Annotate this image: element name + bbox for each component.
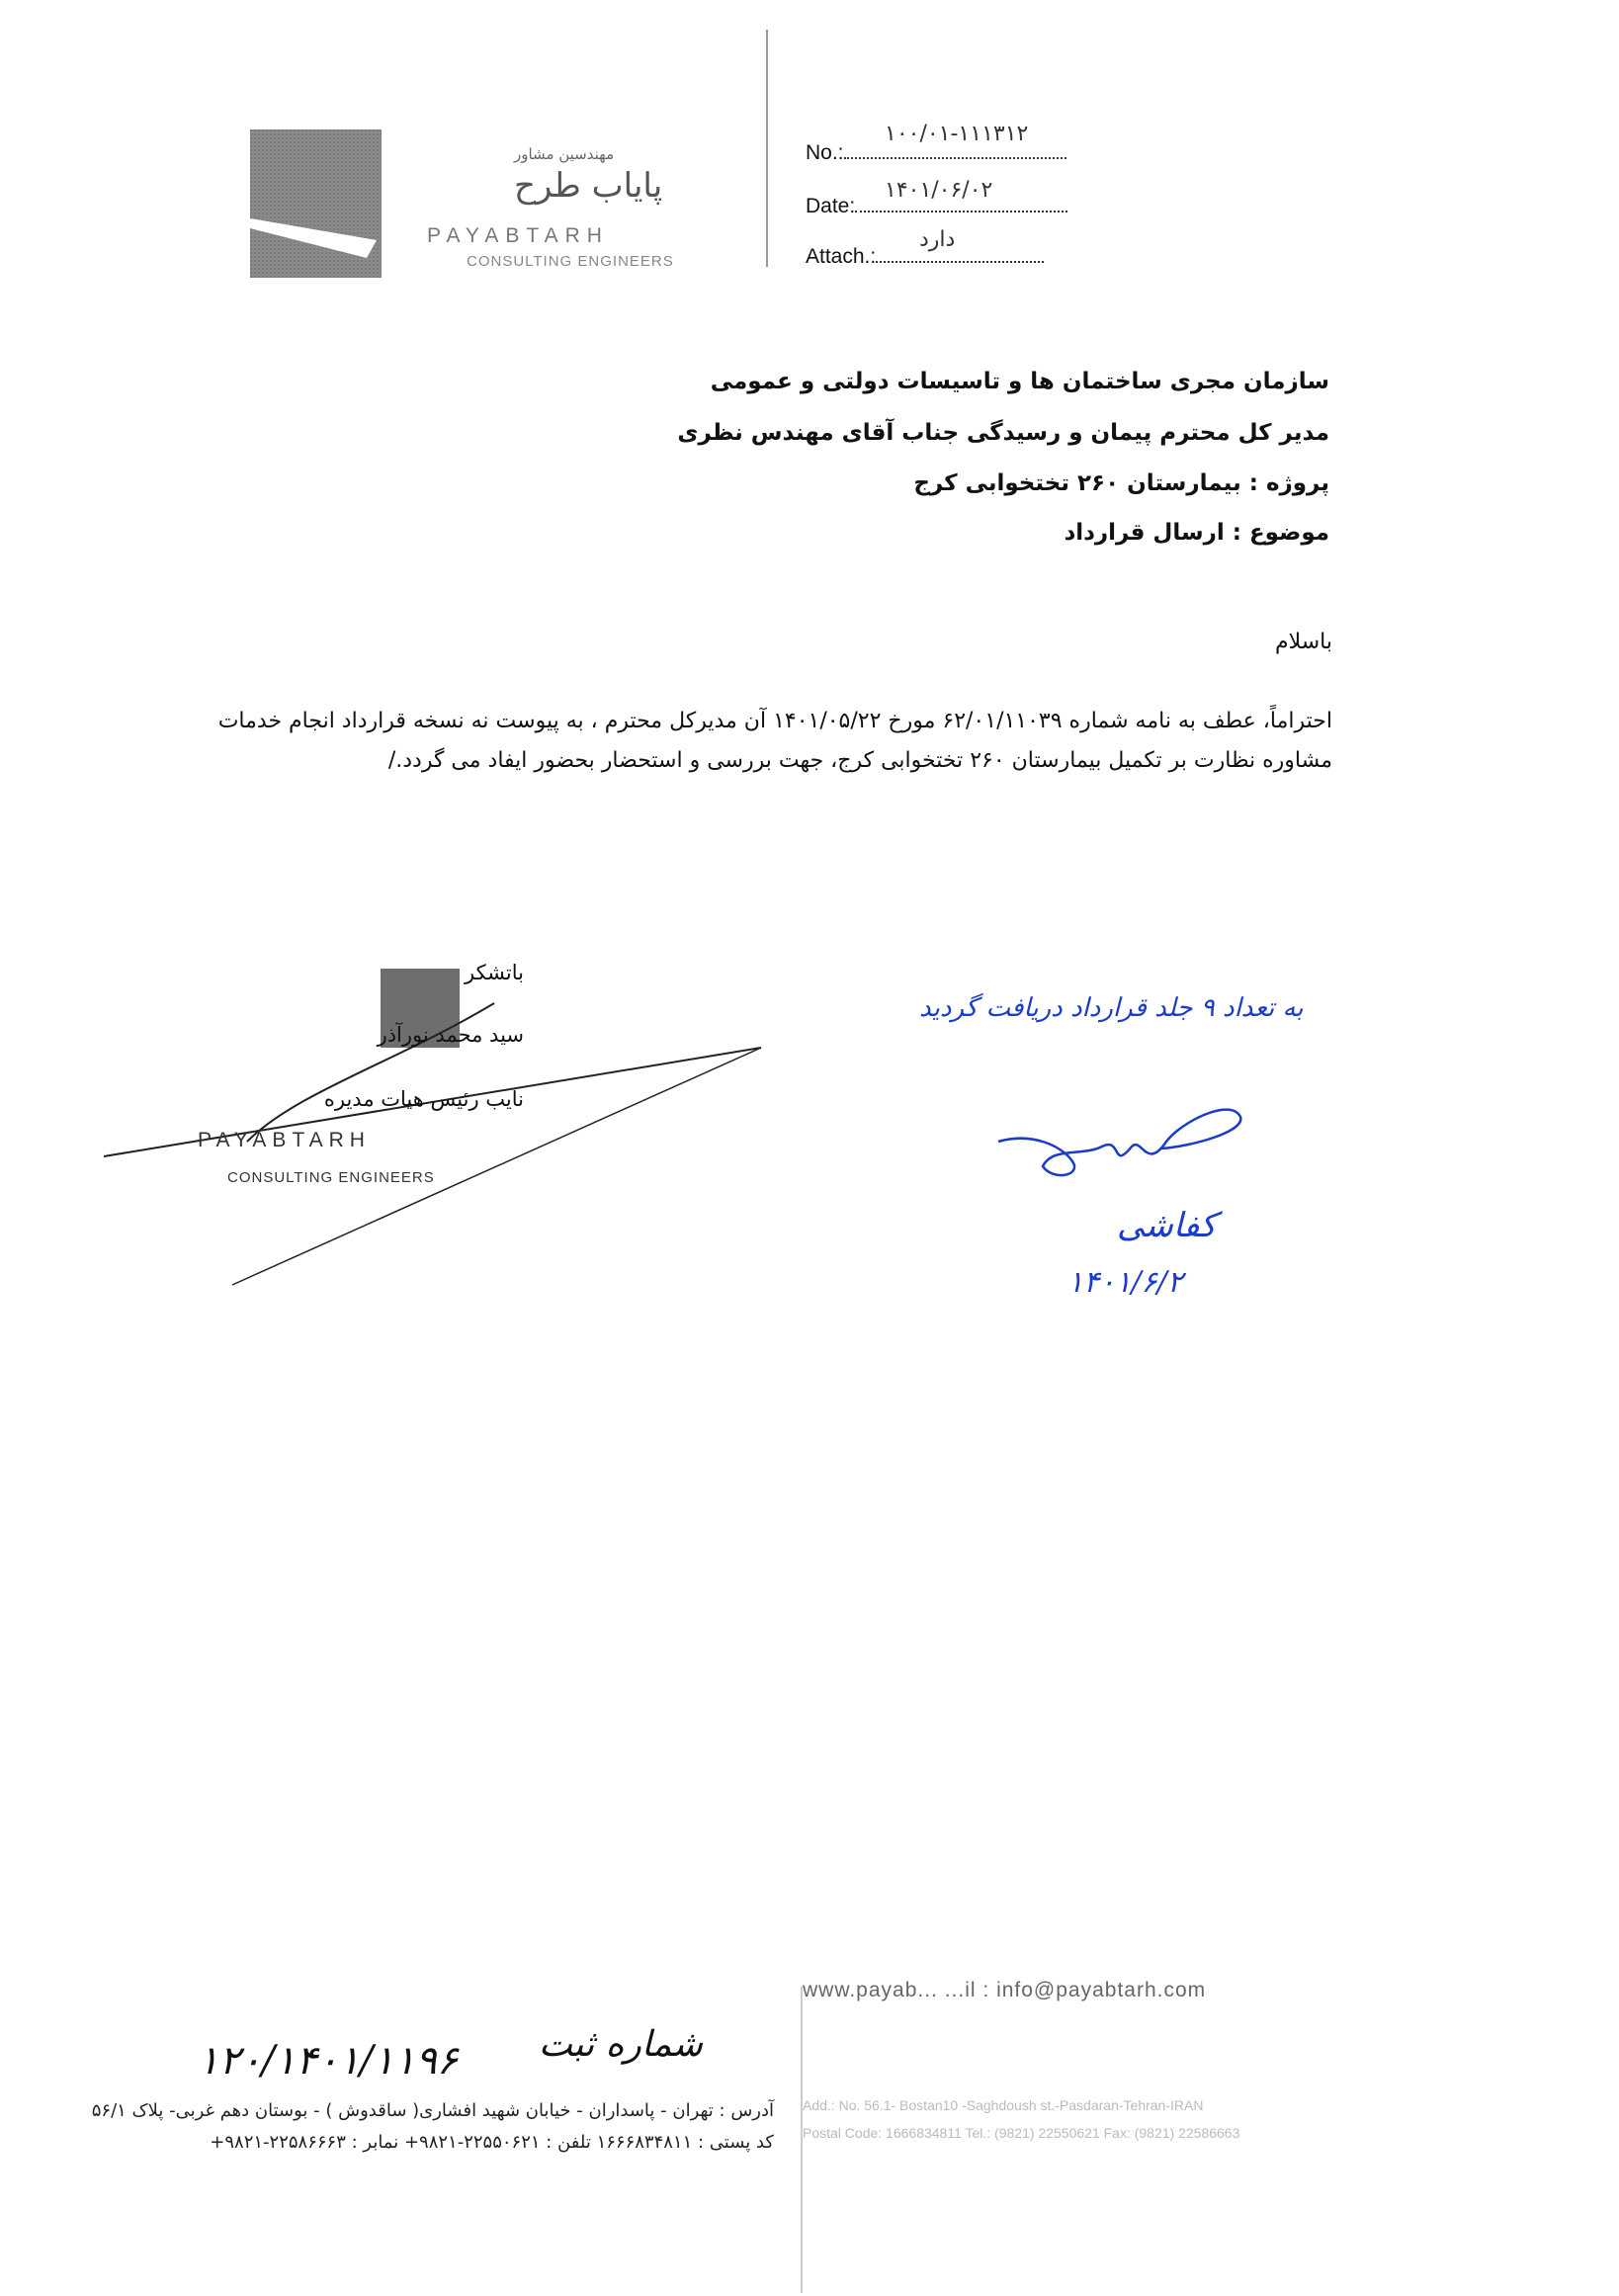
handwritten-receipt-note: به تعداد ۹ جلد قرارداد دریافت گردید — [919, 993, 1304, 1023]
footer-persian-address: آدرس : تهران - پاسداران - خیابان شهید افشاری( ساقدوش ) - بوستان دهم غربی- پلاک ۵۶/۱ — [91, 2100, 774, 2121]
greeting: باسلام — [1274, 630, 1332, 654]
project-line: پروژه : بیمارستان ۲۶۰ تختخوابی کرج — [913, 470, 1329, 496]
letter-number-label: No.: — [806, 141, 844, 164]
logo-english-name: PAYABTARH — [427, 224, 609, 247]
letter-attach-value: دارد — [919, 227, 956, 252]
logo-persian-name: پایاب طرح — [514, 166, 663, 206]
signatory-title: نایب رئیس هیات مدیره — [323, 1087, 524, 1111]
letter-date-label: Date: — [806, 195, 856, 217]
letter-attach-label: Attach.: — [806, 245, 877, 268]
handwritten-receiver-name: کفاشی — [1117, 1206, 1217, 1245]
footer-website-email: www.payab... ...il : info@payabtarh.com — [803, 1979, 1207, 2001]
footer-persian-contact: کد پستی : ۱۶۶۶۸۳۴۸۱۱ تلفن : ۲۲۵۵۰۶۲۱-۹۸۲۱+ نمابر : ۲۲۵۸۶۶۶۳-۹۸۲۱+ — [210, 2132, 774, 2153]
logo-english-subtitle: CONSULTING ENGINEERS — [467, 253, 674, 270]
signatory-name: سید محمد نورآذر — [377, 1023, 524, 1047]
stamp-company-subtitle: CONSULTING ENGINEERS — [227, 1169, 435, 1186]
stamp-company-name: PAYABTARH — [198, 1129, 371, 1151]
company-logo-mark — [250, 129, 382, 278]
letter-body: احتراماً، عطف به نامه شماره ۶۲/۰۱/۱۱۰۳۹ مورخ ۱۴۰۱/۰۵/۲۲ آن مدیرکل محترم ، به پیوست نه نسخه قرارداد انجام خدمات مشاوره نظارت بر تکمیل بیمارستان ۲۶۰ تختخوابی کرج، جهت بررسی و استحضار بحضور ایفاد می گردد./ — [217, 709, 1332, 773]
header-divider — [766, 30, 768, 267]
subject-line: موضوع : ارسال قرارداد — [1064, 520, 1329, 546]
footer-english-contact: Postal Code: 1666834811 Tel.: (9821) 22550621 Fax: (9821) 22586663 — [803, 2125, 1240, 2141]
recipient-organization: سازمان مجری ساختمان ها و تاسیسات دولتی و عمومی — [710, 369, 1329, 394]
logo-persian-subtitle: مهندسین مشاور — [514, 145, 615, 163]
footer-english-address: Add.: No. 56.1- Bostan10 -Saghdoush st.-Pasdaran-Tehran-IRAN — [803, 2097, 1204, 2113]
handwritten-receipt-date: ۱۴۰۱/۶/۲ — [1067, 1265, 1183, 1300]
letter-date-value: ۱۴۰۱/۰۶/۰۲ — [885, 178, 993, 203]
signature-thanks: باتشکر — [464, 961, 524, 984]
handwritten-signature — [993, 1087, 1260, 1196]
letter-number-value: ۱۰۰/۰۱-۱۱۱۳۱۲ — [885, 122, 1029, 146]
registration-number: ۱۲۰/۱۴۰۱/۱۱۹۶ — [198, 2038, 459, 2083]
recipient-person: مدیر کل محترم پیمان و رسیدگی جناب آقای مهندس نظری — [677, 420, 1329, 446]
registration-label: شماره ثبت — [539, 2024, 703, 2065]
